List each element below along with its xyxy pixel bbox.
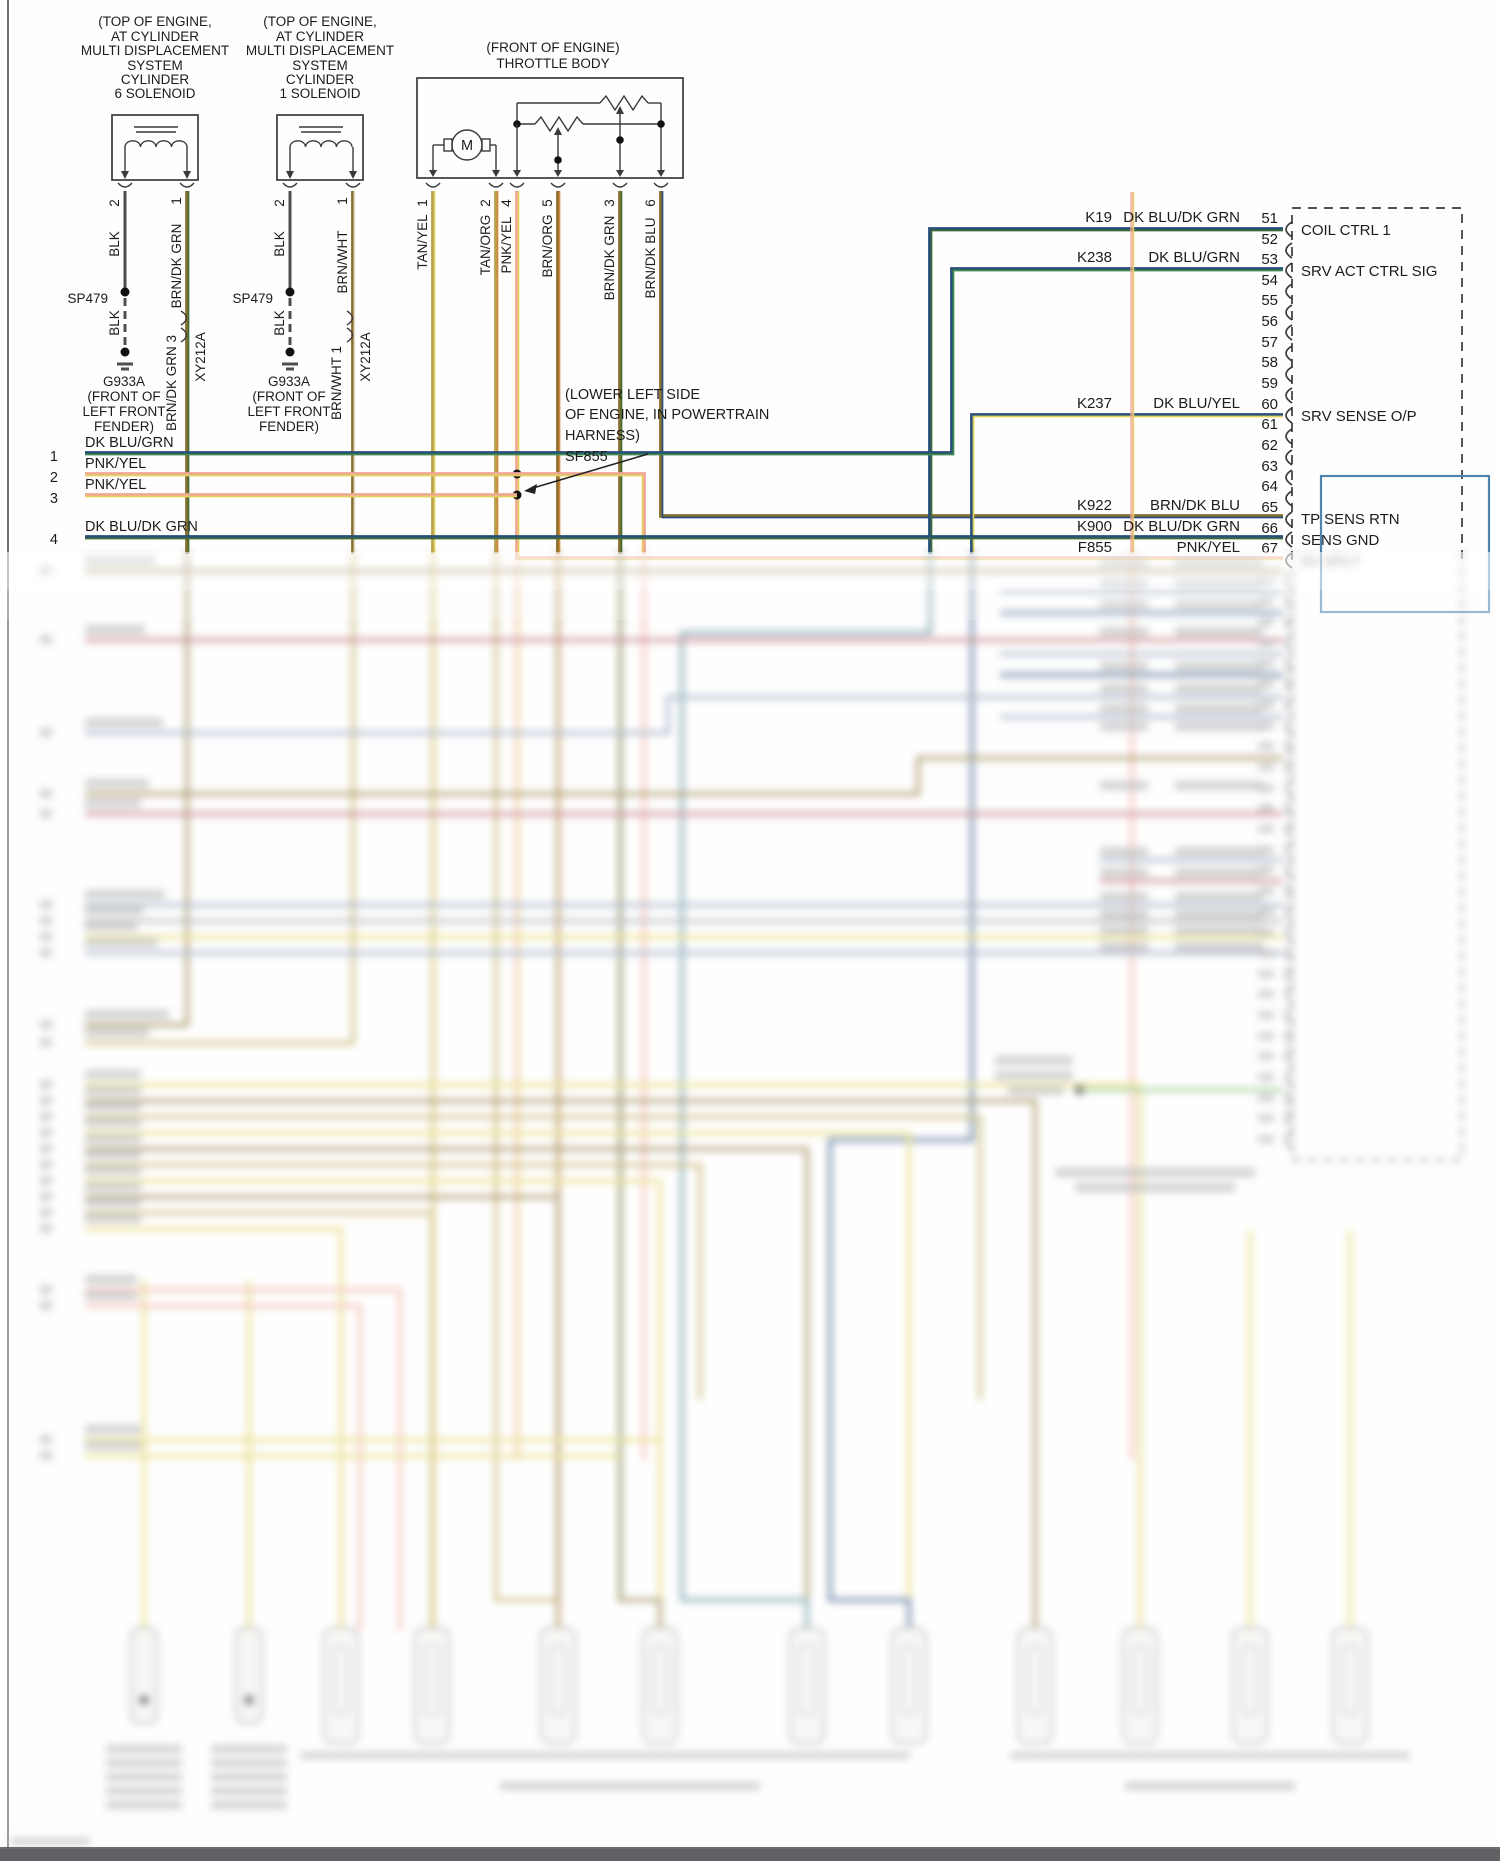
wire-label: BLK: [107, 231, 122, 257]
circuit-wire: DK BLU/DK GRN: [1123, 209, 1240, 226]
ground-label: FENDER): [259, 419, 319, 434]
row-pin-number: 4: [49, 532, 58, 548]
circuit-code: K237: [1076, 395, 1112, 412]
ground-label: (FRONT OF: [87, 389, 161, 404]
wire-tb3-brn-dkgrn: [620, 191, 622, 554]
pcm-pin-number: 65: [1261, 499, 1278, 516]
throttle-body-location: [486, 40, 619, 71]
pin-number: 5: [540, 199, 555, 207]
pcm-pin-number: 66: [1261, 520, 1278, 537]
wire-label: BRN/WHT 1: [329, 345, 344, 421]
ground-label: G933A: [102, 374, 146, 389]
solenoid-6-symbol: [112, 115, 198, 187]
row-wire-label: PNK/YEL: [85, 456, 147, 472]
pcm-pin-number: 58: [1261, 354, 1278, 371]
pcm-pin-number: 52: [1261, 231, 1278, 248]
wire-label: BRN/DK GRN 3: [164, 334, 179, 432]
connector-label: XY212A: [358, 332, 373, 382]
pcm-connector: [1261, 208, 1462, 568]
row-pin-number: 3: [49, 491, 58, 507]
pcm-pin-number: 63: [1261, 458, 1278, 475]
pin-number: 2: [107, 199, 122, 207]
label: AT CYLINDER: [275, 29, 365, 44]
circuit-code-labels: [1077, 209, 1240, 556]
label: SYSTEM: [127, 58, 183, 73]
wire-label: TAN/ORG: [478, 214, 493, 276]
mds-cylinder-6-solenoid-location: [81, 14, 229, 101]
pin-number: 2: [478, 199, 493, 207]
note-line: OF ENGINE, IN POWERTRAIN: [565, 407, 770, 423]
wire-sol1-blk: [282, 191, 298, 369]
pcm-pin-number: 51: [1261, 210, 1278, 227]
wire-sol6-blk: [117, 191, 133, 369]
circuit-wire: PNK/YEL: [1176, 539, 1240, 556]
label: THROTTLE BODY: [496, 56, 610, 71]
label: 1 SOLENOID: [279, 86, 361, 101]
label: (TOP OF ENGINE,: [263, 14, 377, 29]
pin-number: 4: [499, 199, 514, 207]
pin-number: 1: [169, 197, 184, 205]
wire-label: BRN/DK GRN: [169, 223, 184, 309]
pcm-circuit-label: COIL CTRL 1: [1301, 222, 1391, 239]
pcm-circuit-label: SRV SENSE O/P: [1301, 408, 1417, 425]
circuit-code: K19: [1085, 209, 1112, 226]
wire-label: BRN/ORG: [540, 214, 555, 278]
connector-label: XY212A: [193, 332, 208, 382]
wire-label: BRN/DK BLU: [643, 217, 658, 299]
wire-row3-pnk-yel: [85, 495, 517, 497]
pcm-pin-number: 67: [1261, 540, 1278, 557]
pcm-circuit-label: SENS GND: [1301, 532, 1380, 549]
circuit-code: K900: [1076, 518, 1112, 535]
label: CYLINDER: [285, 72, 355, 87]
pcm-pin-number: 55: [1261, 292, 1278, 309]
wire-tb5-brn-org: [558, 191, 560, 554]
pcm-pin-number: 54: [1261, 272, 1278, 289]
wire-label: BLK: [107, 310, 122, 336]
pcm-pin-number: 62: [1261, 437, 1278, 454]
label: MULTI DISPLACEMENT: [80, 43, 230, 58]
label: AT CYLINDER: [110, 29, 200, 44]
mds-cylinder-1-solenoid-location: [246, 14, 394, 101]
blur-wash: [0, 552, 1500, 1861]
bottom-scrollbar[interactable]: [0, 1848, 1500, 1861]
wire-label: BRN/DK GRN: [602, 215, 617, 301]
label: (FRONT OF ENGINE): [486, 40, 620, 55]
note-line: HARNESS): [565, 428, 640, 444]
throttle-body-symbol: [417, 78, 683, 187]
wire-label: BLK: [272, 231, 287, 257]
pin-number: 1: [415, 199, 430, 207]
label: 6 SOLENOID: [114, 86, 196, 101]
wire-label: TAN/YEL: [415, 214, 430, 270]
pcm-circuit-label: TP SENS RTN: [1301, 511, 1400, 528]
pcm-pin-number: 61: [1261, 416, 1278, 433]
pcm-circuit-label: SRV ACT CTRL SIG: [1301, 263, 1438, 280]
pcm-pin-number: 60: [1261, 396, 1278, 413]
label: (TOP OF ENGINE,: [98, 14, 212, 29]
pin-number: 6: [643, 199, 658, 207]
wire-tb1-tan-yel: [433, 191, 435, 554]
note-line: (LOWER LEFT SIDE: [565, 387, 701, 403]
ground-label: G933A: [267, 374, 311, 389]
wire-tb2-tan-org: [496, 191, 498, 554]
ground-label: FENDER): [94, 419, 154, 434]
circuit-code: K238: [1076, 249, 1112, 266]
pcm-pin-number: 53: [1261, 251, 1278, 268]
splice-label: SP479: [232, 291, 273, 306]
ground-label: LEFT FRONT: [247, 404, 331, 419]
label: SYSTEM: [292, 58, 348, 73]
circuit-wire: BRN/DK BLU: [1149, 497, 1240, 514]
solenoid-1-symbol: [277, 115, 363, 187]
wire-label: PNK/YEL: [499, 216, 514, 274]
circuit-wire: DK BLU/GRN: [1148, 249, 1240, 266]
circuit-code: F855: [1077, 539, 1112, 556]
row-wire-label: PNK/YEL: [85, 477, 147, 493]
circuit-wire: DK BLU/DK GRN: [1123, 518, 1240, 535]
pcm-circuit-label: 5V SPLY: [1301, 553, 1361, 570]
pin-number: 1: [335, 197, 350, 205]
ground-label: (FRONT OF: [252, 389, 326, 404]
row-wire-label: DK BLU/GRN: [85, 435, 174, 451]
row-pin-number: 2: [49, 470, 58, 486]
splice-label: SP479: [67, 291, 108, 306]
note-line: SF855: [565, 449, 608, 465]
circuit-wire: DK BLU/YEL: [1153, 395, 1240, 412]
pcm-pin-number: 56: [1261, 313, 1278, 330]
row-pin-number: 1: [49, 449, 58, 465]
circuit-code: K922: [1076, 497, 1112, 514]
wire-label: BRN/WHT: [335, 230, 350, 294]
ground-label: LEFT FRONT: [82, 404, 166, 419]
wire-label: BLK: [272, 310, 287, 336]
row-wire-label: DK BLU/DK GRN: [85, 519, 198, 535]
wire-faint-pnk-yel: [1132, 192, 1134, 554]
pin-number: 3: [602, 199, 617, 207]
pcm-pin-number: 59: [1261, 375, 1278, 392]
pin-number: 2: [272, 199, 287, 207]
pcm-pin-number: 57: [1261, 334, 1278, 351]
label: CYLINDER: [120, 72, 190, 87]
pcm-pin-number: 64: [1261, 478, 1278, 495]
motor-label: M: [460, 138, 474, 154]
label: MULTI DISPLACEMENT: [245, 43, 395, 58]
